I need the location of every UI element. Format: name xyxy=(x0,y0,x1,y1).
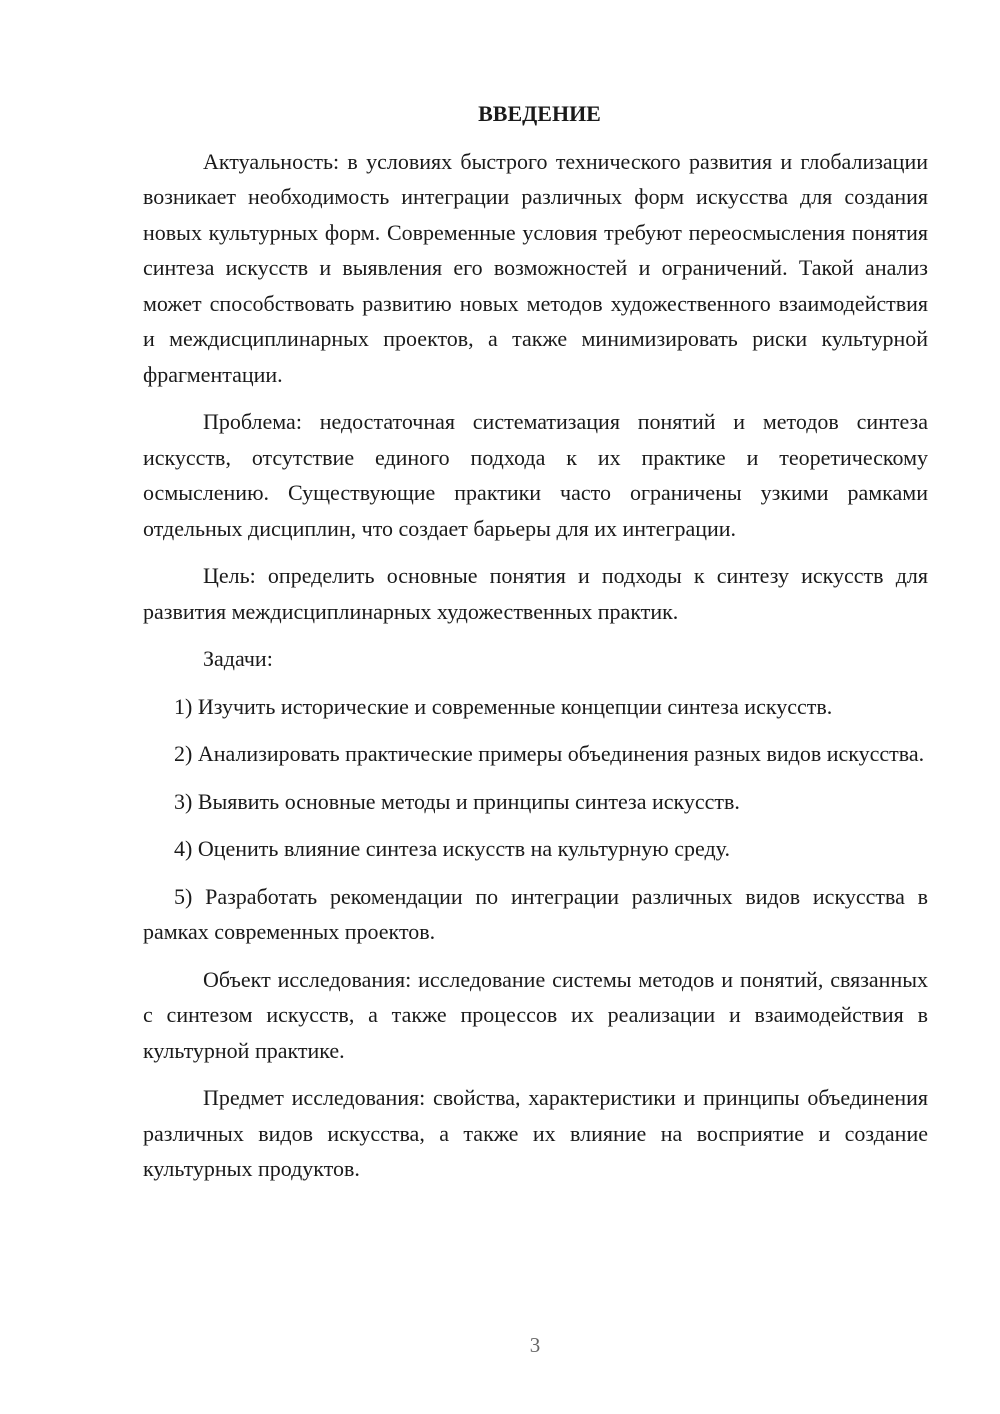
paragraph-relevance: Актуальность: в условиях быстрого технического развития и глобализации возникает необходимость интеграции различных форм искусства для создания новых культурных форм. Современные условия требуют переосмысления понятия синтеза искусств и выявления его возможностей и ограничений. Такой анализ может способствовать развитию новых методов художественного взаимодействия и междисциплинарных проектов, а также минимизировать риски культурной фрагментации. xyxy=(143,148,928,387)
task-item: 4) Оценить влияние синтеза искусств на культурную среду. xyxy=(174,836,730,861)
task-item: 1) Изучить исторические и современные концепции синтеза искусств. xyxy=(174,693,833,719)
section-heading: ВВЕДЕНИЕ xyxy=(478,101,601,126)
paragraph-subject: Предмет исследования: свойства, характеристики и принципы объединения различных видов искусства, а также их влияние на восприятие и создание культурных продуктов. xyxy=(143,1085,928,1181)
paragraph-object: Объект исследования: исследование системы методов и понятий, связанных с синтезом искусств, а также процессов их реализации и взаимодействия в культурной практике. xyxy=(143,966,928,1063)
page-number: 3 xyxy=(529,1333,541,1357)
paragraph-problem: Проблема: недостаточная систематизация понятий и методов синтеза искусств, отсутствие единого подхода к их практике и теоретическому осмыслению. Существующие практики часто ограничены узкими рамками отдельных дисциплин, что создает барьеры для их интеграции. xyxy=(143,409,928,541)
task-item: 5) Разработать рекомендации по интеграции различных видов искусства в рамках современных проектов. xyxy=(143,883,928,944)
tasks-label: Задачи: xyxy=(203,646,273,671)
document-body xyxy=(143,96,928,1199)
paragraph-goal: Цель: определить основные понятия и подходы к синтезу искусств для развития междисциплинарных художественных практик. xyxy=(143,563,928,624)
task-item: 2) Анализировать практические примеры объединения разных видов искусства. xyxy=(174,741,925,766)
task-item: 3) Выявить основные методы и принципы синтеза искусств. xyxy=(174,788,740,814)
